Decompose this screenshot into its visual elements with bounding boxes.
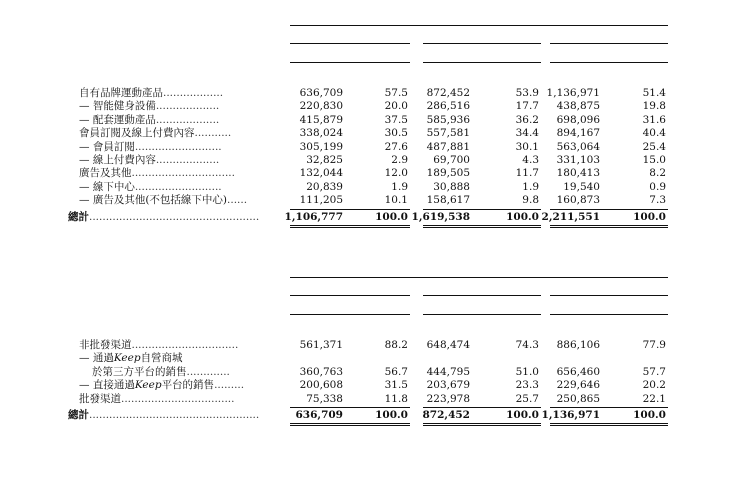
total-label <box>68 211 259 224</box>
cell-value: 31.5 <box>384 379 408 392</box>
total-label <box>68 409 259 422</box>
row-label <box>79 352 183 365</box>
cell-value: 1.9 <box>522 180 539 193</box>
row-label <box>79 194 247 207</box>
cell-value: 11.7 <box>515 167 539 180</box>
cell-value: 51.4 <box>642 87 666 99</box>
cell-value: 17.7 <box>515 100 539 113</box>
year-rule <box>550 295 668 296</box>
total-value: 872,452 <box>422 409 470 421</box>
total-double-rule <box>423 425 541 426</box>
row-label-text: — 直接通過 <box>79 379 135 392</box>
leader-dots: ................................................... <box>89 210 260 223</box>
total-value: 100.0 <box>375 409 408 421</box>
cell-value: 585,936 <box>426 113 470 126</box>
cell-value: 88.2 <box>384 339 408 351</box>
total-value: 2,211,551 <box>541 210 600 223</box>
cell-value: 9.8 <box>522 194 539 207</box>
leader-dots: ................................................... <box>89 409 260 421</box>
cell-value: 27.6 <box>384 140 408 153</box>
row-label <box>79 379 244 392</box>
cell-value: 444,795 <box>426 365 470 378</box>
cell-value: 561,371 <box>299 339 343 351</box>
row-label <box>79 100 219 113</box>
row-label <box>79 141 222 154</box>
row-label <box>79 339 238 352</box>
cell-value: 75,338 <box>306 392 343 405</box>
row-label-text: 批發渠道 <box>79 392 121 405</box>
total-value: 100.0 <box>506 210 539 223</box>
row-label-text: — 廣告及其他(不包括線下中心) <box>79 194 228 207</box>
row-label-text: 自有品牌運動產品 <box>79 87 163 99</box>
cell-value: 22.1 <box>642 392 666 405</box>
total-top-rule <box>550 209 668 210</box>
total-label-text: 總計 <box>68 210 89 223</box>
cell-value: 32,825 <box>306 154 343 166</box>
row-label-text: 會員訂閱及線上付費內容 <box>79 127 195 140</box>
cell-value: 872,452 <box>426 87 470 99</box>
cell-value: 23.3 <box>515 379 539 392</box>
total-value: 1,106,777 <box>284 210 343 223</box>
cell-value: 132,044 <box>299 167 343 180</box>
cell-value: 223,978 <box>426 392 470 405</box>
cell-value: 563,064 <box>556 140 600 153</box>
total-bottom-rule <box>550 225 668 226</box>
total-value: 100.0 <box>506 409 539 421</box>
row-label-suffix: 平台的銷售 <box>161 379 215 392</box>
row-label-text: 非批發渠道 <box>79 339 132 351</box>
cell-value: 34.4 <box>515 127 539 140</box>
cell-value: 250,865 <box>556 392 600 405</box>
cell-value: 648,474 <box>426 339 470 351</box>
row-label <box>79 114 219 127</box>
cell-value: 51.0 <box>515 365 539 378</box>
unit-rule <box>423 314 541 315</box>
total-double-rule <box>550 425 668 426</box>
cell-value: 30.1 <box>515 140 539 153</box>
total-value: 100.0 <box>375 210 408 223</box>
row-label-text: 於第三方平台的銷售 <box>92 365 187 378</box>
leader-dots: ............. <box>186 365 230 378</box>
total-double-rule <box>550 227 668 228</box>
row-label <box>79 393 234 406</box>
leader-dots: ................... <box>155 154 220 166</box>
cell-value: 200,608 <box>299 379 343 392</box>
cell-value: 19,540 <box>563 180 600 193</box>
row-label-text: — 通過 <box>79 352 114 365</box>
row-label-brand: Keep <box>134 379 162 392</box>
total-bottom-rule <box>423 225 541 226</box>
cell-value: 0.9 <box>649 180 666 193</box>
total-top-rule <box>423 407 541 408</box>
leader-dots: ........... <box>194 127 232 140</box>
cell-value: 20,839 <box>306 180 343 193</box>
total-double-rule <box>290 425 410 426</box>
cell-value: 40.4 <box>642 127 666 140</box>
total-bottom-rule <box>550 423 668 424</box>
cell-value: 36.2 <box>515 113 539 126</box>
leader-dots: .......................... <box>134 180 222 193</box>
cell-value: 12.0 <box>384 167 408 180</box>
cell-value: 286,516 <box>426 100 470 113</box>
cell-value: 2.9 <box>391 154 408 166</box>
cell-value: 31.6 <box>642 113 666 126</box>
year-rule <box>290 43 410 44</box>
cell-value: 20.2 <box>642 379 666 392</box>
cell-value: 487,881 <box>426 140 470 153</box>
cell-value: 557,581 <box>426 127 470 140</box>
cell-value: 74.3 <box>515 339 539 351</box>
row-label-text: — 線下中心 <box>79 180 135 193</box>
total-value: 636,709 <box>295 409 343 421</box>
total-double-rule <box>290 227 410 228</box>
row-label <box>79 154 219 167</box>
cell-value: 158,617 <box>426 194 470 207</box>
unit-rule <box>550 314 668 315</box>
cell-value: 30,888 <box>433 180 470 193</box>
unit-rule <box>423 62 541 63</box>
cell-value: 20.0 <box>384 100 408 113</box>
cell-value: 8.2 <box>649 167 666 180</box>
leader-dots: .................................. <box>121 392 235 405</box>
cell-value: 25.4 <box>642 140 666 153</box>
row-label-text: — 會員訂閱 <box>79 140 135 153</box>
year-rule <box>550 43 668 44</box>
cell-value: 203,679 <box>426 379 470 392</box>
cell-value: 160,873 <box>556 194 600 207</box>
leader-dots: ............................... <box>131 167 235 180</box>
year-rule <box>290 295 410 296</box>
total-double-rule <box>423 227 541 228</box>
year-rule <box>423 295 541 296</box>
cell-value: 338,024 <box>299 127 343 140</box>
total-bottom-rule <box>423 423 541 424</box>
row-label <box>79 181 222 194</box>
total-value: 1,136,971 <box>541 409 600 421</box>
cell-value: 19.8 <box>642 100 666 113</box>
cell-value: 111,205 <box>299 194 343 207</box>
total-label-text: 總計 <box>68 409 89 421</box>
cell-value: 894,167 <box>556 127 600 140</box>
cell-value: 656,460 <box>556 365 600 378</box>
leader-dots: ................................ <box>131 339 239 351</box>
row-label-suffix: 自營商城 <box>140 352 183 365</box>
cell-value: 636,709 <box>299 87 343 99</box>
cell-value: 229,646 <box>556 379 600 392</box>
row-label-text: — 智能健身設備 <box>79 100 156 113</box>
year-rule <box>423 43 541 44</box>
leader-dots: ...... <box>227 194 248 207</box>
cell-value: 57.7 <box>642 365 666 378</box>
leader-dots: .................. <box>163 87 224 99</box>
cell-value: 698,096 <box>556 113 600 126</box>
total-bottom-rule <box>290 225 410 226</box>
total-value: 100.0 <box>633 210 666 223</box>
total-top-rule <box>290 407 410 408</box>
total-top-rule <box>290 209 410 210</box>
cell-value: 360,763 <box>299 365 343 378</box>
leader-dots: ................... <box>155 100 220 113</box>
cell-value: 77.9 <box>642 339 666 351</box>
row-label <box>79 167 235 180</box>
leader-dots: .......................... <box>134 140 222 153</box>
unit-rule <box>290 62 410 63</box>
row-label-text: 廣告及其他 <box>79 167 132 180</box>
cell-value: 4.3 <box>522 154 539 166</box>
cell-value: 415,879 <box>299 113 343 126</box>
unit-rule <box>550 62 668 63</box>
cell-value: 57.5 <box>384 87 408 99</box>
cell-value: 53.9 <box>515 87 539 99</box>
cell-value: 189,505 <box>426 167 470 180</box>
cell-value: 11.8 <box>384 392 408 405</box>
cell-value: 331,103 <box>556 154 600 166</box>
row-label <box>92 366 230 379</box>
total-top-rule <box>550 407 668 408</box>
total-bottom-rule <box>290 423 410 424</box>
cell-value: 305,199 <box>299 140 343 153</box>
cell-value: 1.9 <box>391 180 408 193</box>
total-top-rule <box>423 209 541 210</box>
cell-value: 15.0 <box>642 154 666 166</box>
row-label-text: — 配套運動產品 <box>79 113 156 126</box>
row-label <box>79 127 231 140</box>
leader-dots: ................... <box>155 113 220 126</box>
cell-value: 30.5 <box>384 127 408 140</box>
cell-value: 220,830 <box>299 100 343 113</box>
row-label-text: — 線上付費內容 <box>79 154 156 166</box>
cell-value: 7.3 <box>649 194 666 207</box>
header-rule <box>290 277 668 278</box>
leader-dots: ......... <box>214 379 245 392</box>
row-label <box>79 87 223 100</box>
cell-value: 438,875 <box>556 100 600 113</box>
cell-value: 56.7 <box>384 365 408 378</box>
cell-value: 10.1 <box>384 194 408 207</box>
header-rule <box>290 25 668 26</box>
cell-value: 886,106 <box>556 339 600 351</box>
cell-value: 69,700 <box>433 154 470 166</box>
unit-rule <box>290 314 410 315</box>
total-value: 100.0 <box>633 409 666 421</box>
cell-value: 180,413 <box>556 167 600 180</box>
cell-value: 1,136,971 <box>546 87 600 99</box>
row-label-brand: Keep <box>113 352 141 365</box>
total-value: 1,619,538 <box>411 210 470 223</box>
cell-value: 37.5 <box>384 113 408 126</box>
cell-value: 25.7 <box>515 392 539 405</box>
